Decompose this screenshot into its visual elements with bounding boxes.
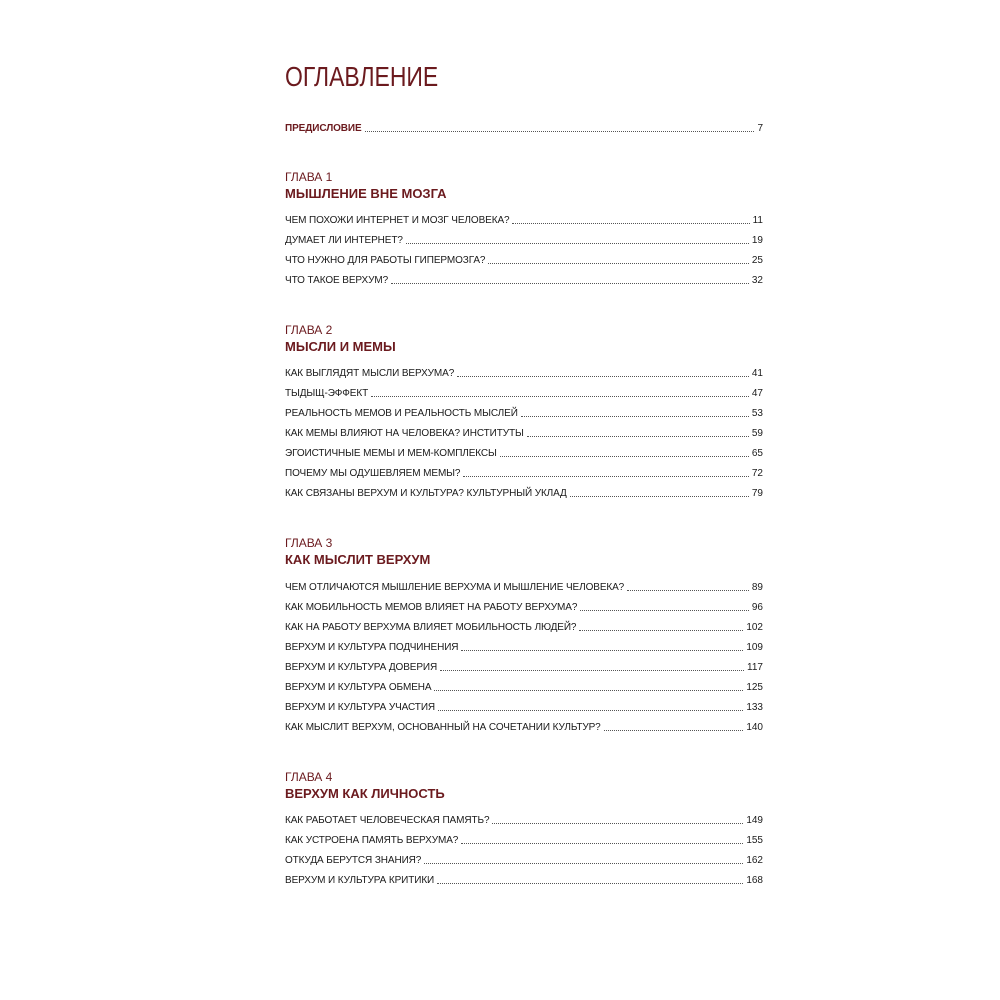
- toc-entry-page: 7: [757, 123, 763, 134]
- chapter-number: ГЛАВА 1: [285, 170, 333, 184]
- toc-entry-page: 53: [751, 408, 763, 419]
- toc-entry[interactable]: [285, 680, 763, 694]
- toc-entry-page: 25: [751, 255, 763, 266]
- toc-entry-label: ОТКУДА БЕРУТСЯ ЗНАНИЯ?: [285, 855, 422, 866]
- toc-entry-page: 140: [746, 722, 763, 733]
- toc-title: ОГЛАВЛЕНИЕ: [285, 61, 439, 92]
- chapter-title[interactable]: МЫШЛЕНИЕ ВНЕ МОЗГА: [285, 186, 447, 201]
- toc-entry-label: КАК МЕМЫ ВЛИЯЮТ НА ЧЕЛОВЕКА? ИНСТИТУТЫ: [285, 428, 524, 439]
- toc-entry-label: КАК УСТРОЕНА ПАМЯТЬ ВЕРХУМА?: [285, 835, 459, 846]
- toc-entry-page: 162: [746, 855, 763, 866]
- toc-entry-label: КАК РАБОТАЕТ ЧЕЛОВЕЧЕСКАЯ ПАМЯТЬ?: [285, 815, 490, 826]
- toc-entry-page: 19: [751, 235, 763, 246]
- toc-entry-label: ВЕРХУМ И КУЛЬТУРА УЧАСТИЯ: [285, 702, 436, 713]
- toc-entry[interactable]: [285, 660, 763, 674]
- toc-entry-label: КАК НА РАБОТУ ВЕРХУМА ВЛИЯЕТ МОБИЛЬНОСТЬ ЛЮДЕЙ?: [285, 622, 577, 633]
- toc-entry-page: 125: [746, 682, 763, 693]
- toc-entry[interactable]: [285, 253, 763, 267]
- toc-entry[interactable]: [285, 600, 763, 614]
- toc-entry-page: 96: [751, 602, 763, 613]
- dot-leader: [488, 263, 748, 264]
- toc-entry-page: 117: [747, 662, 763, 673]
- dot-leader: [570, 496, 749, 497]
- dot-leader: [579, 630, 743, 631]
- toc-entry[interactable]: [285, 720, 763, 734]
- toc-entry-label: ВЕРХУМ И КУЛЬТУРА ДОВЕРИЯ: [285, 662, 438, 673]
- toc-entry-page: 155: [746, 835, 763, 846]
- toc-entry-label: РЕАЛЬНОСТЬ МЕМОВ И РЕАЛЬНОСТЬ МЫСЛЕЙ: [285, 408, 518, 419]
- dot-leader: [438, 710, 743, 711]
- toc-entry-label: ЧТО ТАКОЕ ВЕРХУМ?: [285, 275, 389, 286]
- chapter-number: ГЛАВА 3: [285, 536, 333, 550]
- chapter-number: ГЛАВА 2: [285, 323, 333, 337]
- toc-entry-page: 47: [751, 388, 763, 399]
- chapter-number: ГЛАВА 4: [285, 770, 333, 784]
- dot-leader: [365, 131, 755, 132]
- toc-entry-page: 79: [751, 488, 763, 499]
- toc-entry[interactable]: [285, 813, 763, 827]
- toc-entry-page: 168: [746, 875, 763, 886]
- toc-entry[interactable]: [285, 580, 763, 594]
- toc-entry-page: 59: [751, 428, 763, 439]
- dot-leader: [371, 396, 749, 397]
- toc-entry-page: 72: [751, 468, 763, 479]
- toc-entry-page: 89: [751, 582, 763, 593]
- toc-entry[interactable]: [285, 446, 763, 460]
- toc-entry[interactable]: [285, 386, 763, 400]
- toc-entry[interactable]: [285, 213, 763, 227]
- dot-leader: [512, 223, 749, 224]
- dot-leader: [627, 590, 749, 591]
- toc-entry-label: ДУМАЕТ ЛИ ИНТЕРНЕТ?: [285, 235, 403, 246]
- toc-entry[interactable]: [285, 873, 763, 887]
- toc-entry-label: ВЕРХУМ И КУЛЬТУРА ПОДЧИНЕНИЯ: [285, 642, 459, 653]
- chapter-title[interactable]: ВЕРХУМ КАК ЛИЧНОСТЬ: [285, 786, 445, 801]
- dot-leader: [424, 863, 743, 864]
- toc-entry[interactable]: [285, 833, 763, 847]
- dot-leader: [437, 883, 743, 884]
- chapter-title[interactable]: КАК МЫСЛИТ ВЕРХУМ: [285, 552, 431, 567]
- dot-leader: [461, 650, 743, 651]
- toc-entry-label: ТЫДЫЩ-ЭФФЕКТ: [285, 388, 369, 399]
- toc-entry-label: КАК СВЯЗАНЫ ВЕРХУМ И КУЛЬТУРА? КУЛЬТУРНЫЙ УКЛАД: [285, 488, 567, 499]
- chapter-title[interactable]: МЫСЛИ И МЕМЫ: [285, 339, 396, 354]
- toc-entry[interactable]: [285, 640, 763, 654]
- toc-entry[interactable]: [285, 853, 763, 867]
- dot-leader: [463, 476, 748, 477]
- toc-entry[interactable]: [285, 233, 763, 247]
- toc-entry-label: ЧЕМ ПОХОЖИ ИНТЕРНЕТ И МОЗГ ЧЕЛОВЕКА?: [285, 215, 510, 226]
- toc-entry[interactable]: [285, 273, 763, 287]
- toc-entry-label: ЧТО НУЖНО ДЛЯ РАБОТЫ ГИПЕРМОЗГА?: [285, 255, 486, 266]
- toc-entry-page: 32: [751, 275, 763, 286]
- toc-entry-label: ЭГОИСТИЧНЫЕ МЕМЫ И МЕМ-КОМПЛЕКСЫ: [285, 448, 497, 459]
- dot-leader: [500, 456, 749, 457]
- toc-entry-label: ВЕРХУМ И КУЛЬТУРА ОБМЕНА: [285, 682, 432, 693]
- toc-entry-label: ПОЧЕМУ МЫ ОДУШЕВЛЯЕМ МЕМЫ?: [285, 468, 461, 479]
- dot-leader: [406, 243, 749, 244]
- toc-entry-preface[interactable]: [285, 121, 763, 135]
- toc-entry-label: ВЕРХУМ И КУЛЬТУРА КРИТИКИ: [285, 875, 435, 886]
- toc-entry-label: КАК ВЫГЛЯДЯТ МЫСЛИ ВЕРХУМА?: [285, 368, 455, 379]
- dot-leader: [527, 436, 749, 437]
- toc-entry-page: 41: [751, 368, 763, 379]
- toc-entry-label: КАК МЫСЛИТ ВЕРХУМ, ОСНОВАННЫЙ НА СОЧЕТАНИИ КУЛЬТУР?: [285, 722, 601, 733]
- toc-entry[interactable]: [285, 620, 763, 634]
- toc-entry[interactable]: [285, 700, 763, 714]
- toc-entry[interactable]: [285, 426, 763, 440]
- toc-page: [285, 0, 763, 1000]
- toc-entry[interactable]: [285, 466, 763, 480]
- dot-leader: [492, 823, 743, 824]
- toc-entry[interactable]: [285, 366, 763, 380]
- dot-leader: [461, 843, 743, 844]
- toc-entry-label: КАК МОБИЛЬНОСТЬ МЕМОВ ВЛИЯЕТ НА РАБОТУ ВЕРХУМА?: [285, 602, 578, 613]
- dot-leader: [440, 670, 744, 671]
- toc-entry-page: 109: [746, 642, 763, 653]
- dot-leader: [457, 376, 749, 377]
- toc-entry-label: ПРЕДИСЛОВИЕ: [285, 123, 362, 134]
- dot-leader: [391, 283, 749, 284]
- toc-entry-page: 11: [752, 215, 763, 226]
- toc-entry-page: 102: [746, 622, 763, 633]
- dot-leader: [604, 730, 744, 731]
- toc-entry-page: 133: [746, 702, 763, 713]
- toc-entry[interactable]: [285, 486, 763, 500]
- toc-entry-page: 149: [746, 815, 763, 826]
- dot-leader: [521, 416, 749, 417]
- toc-entry-page: 65: [751, 448, 763, 459]
- dot-leader: [580, 610, 749, 611]
- toc-entry[interactable]: [285, 406, 763, 420]
- dot-leader: [434, 690, 743, 691]
- toc-entry-label: ЧЕМ ОТЛИЧАЮТСЯ МЫШЛЕНИЕ ВЕРХУМА И МЫШЛЕНИЕ ЧЕЛОВЕКА?: [285, 582, 625, 593]
